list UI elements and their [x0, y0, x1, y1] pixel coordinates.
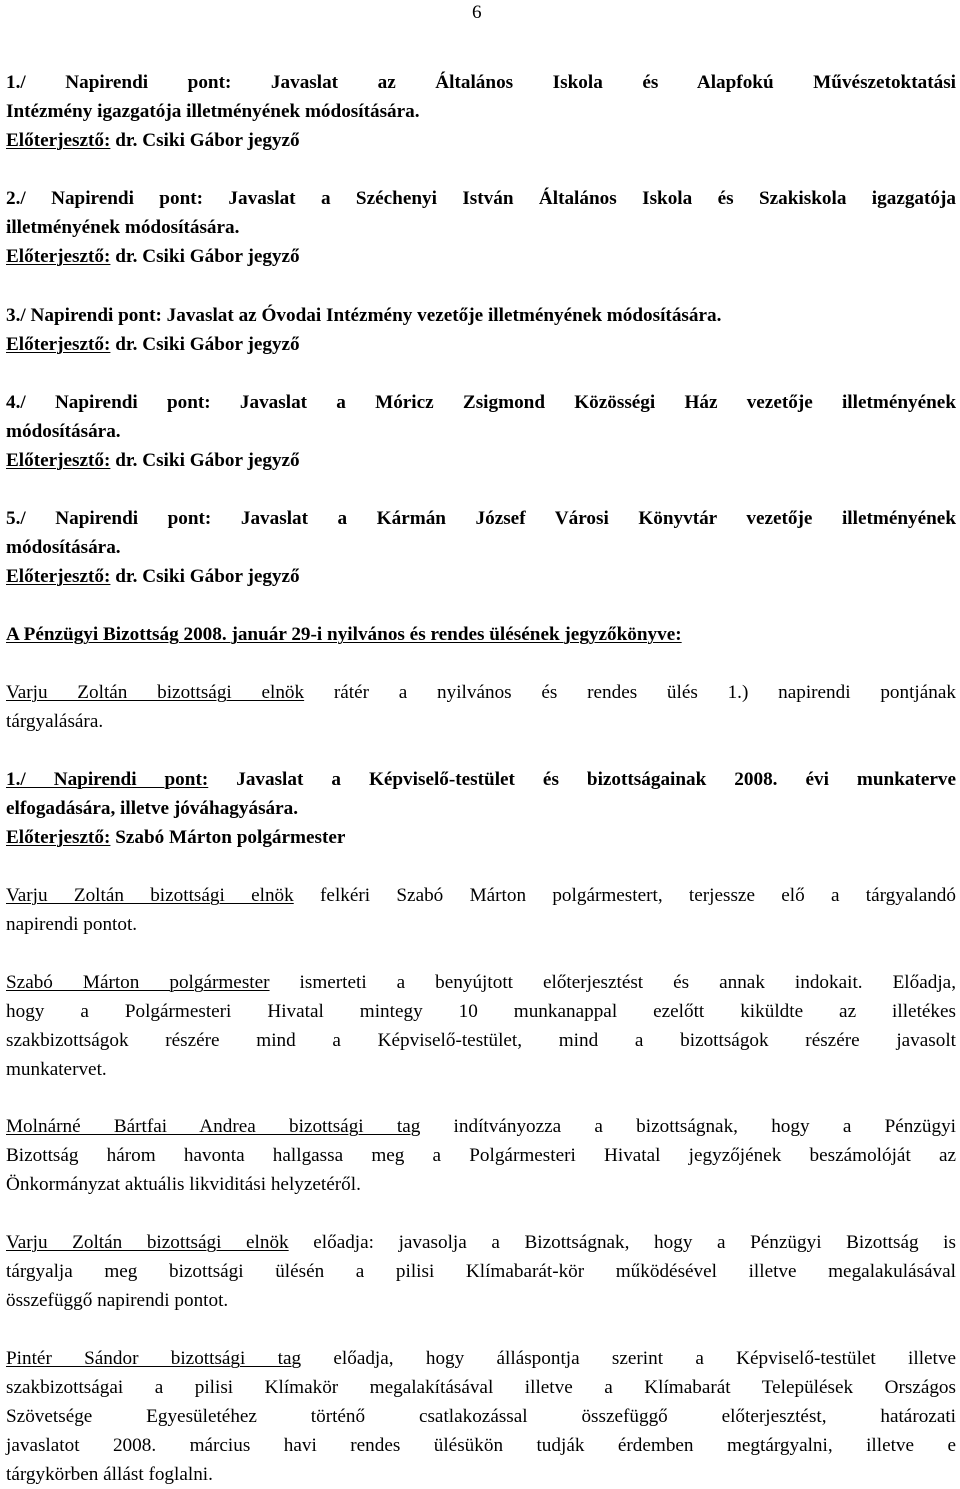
agenda-item-2: [6, 184, 956, 271]
agenda-item-4: [6, 388, 956, 475]
agenda-item-3: [6, 301, 956, 359]
paragraph-2-line4: munkatervet.: [6, 1059, 107, 1080]
discussion-paragraph-5: [6, 1344, 956, 1489]
agenda-item-5-presenter: [6, 562, 956, 591]
discussion-paragraph-2: [6, 968, 956, 1084]
paragraph-3-line1-text: indítványozza a bizottságnak, hogy a Pénzügyi: [420, 1116, 956, 1137]
paragraph-5-line1-text: előadja, hogy álláspontja szerint a Képviselő-testület illetve: [301, 1348, 956, 1369]
paragraph-1-line1: [6, 881, 956, 910]
presenter-name: Szabó Márton polgármester: [110, 827, 346, 848]
paragraph-4-line2: tárgyalja meg bizottsági ülésén a pilisi Klímabarát-kör működésével illetve megalakulásával: [6, 1261, 956, 1282]
item1-line2: elfogadására, illetve jóváhagyására.: [6, 798, 299, 819]
item1-line1-text: Javaslat a Képviselő-testület és bizottságainak 2008. évi munkaterve: [208, 769, 957, 790]
paragraph-4-line1-text: előadja: javasolja a Bizottságnak, hogy a Pénzügyi Bizottság is: [288, 1232, 956, 1253]
presenter-name: dr. Csiki Gábor jegyző: [110, 130, 300, 151]
agenda-item-1-title-line1: 1./ Napirendi pont: Javaslat az Általános Iskola és Alapfokú Művészetoktatási: [6, 72, 956, 93]
presenter-name: dr. Csiki Gábor jegyző: [110, 566, 300, 587]
item1-presenter: [6, 823, 956, 852]
speaker-name: Varju Zoltán bizottsági elnök: [6, 1232, 289, 1253]
paragraph-1-line1-text: felkéri Szabó Márton polgármestert, terjessze elő a tárgyalandó: [293, 885, 956, 906]
presenter-label: Előterjesztő:: [6, 450, 111, 471]
presenter-label: Előterjesztő:: [6, 566, 111, 587]
item1-header: [6, 765, 956, 852]
speaker-name: Szabó Márton polgármester: [6, 972, 270, 993]
committee-heading: A Pénzügyi Bizottság 2008. január 29-i nyilvános és rendes ülésének jegyzőkönyve:: [6, 624, 682, 645]
speaker-name: Pintér Sándor bizottsági tag: [6, 1348, 302, 1369]
agenda-item-2-presenter: [6, 242, 956, 271]
agenda-item-5: [6, 504, 956, 591]
paragraph-2-line3: szakbizottságok részére mind a Képviselő-testület, mind a bizottságok részére javasolt: [6, 1030, 956, 1051]
presenter-label: Előterjesztő:: [6, 246, 111, 267]
agenda-item-4-title-line1: 4./ Napirendi pont: Javaslat a Móricz Zsigmond Közösségi Ház vezetője illetményének: [6, 392, 956, 413]
paragraph-2-line1: [6, 968, 956, 997]
committee-heading-block: [6, 620, 956, 649]
paragraph-5-line1: [6, 1344, 956, 1373]
paragraph-5-line5: tárgykörben állást foglalni.: [6, 1464, 213, 1485]
paragraph-3-line3: Önkormányzat aktuális likviditási helyzetéről.: [6, 1174, 361, 1195]
agenda-item-1-presenter: [6, 126, 956, 155]
paragraph-5-line2: szakbizottságai a pilisi Klímakör megalakításával illetve a Klímabarát Települések Országos: [6, 1377, 956, 1398]
paragraph-5-line4: javaslatot 2008. március havi rendes ülésükön tudják érdemben megtárgyalni, illetve e: [6, 1435, 956, 1456]
opening-line2: tárgyalására.: [6, 711, 104, 732]
presenter-name: dr. Csiki Gábor jegyző: [110, 450, 300, 471]
presenter-label: Előterjesztő:: [6, 334, 111, 355]
speaker-name: Varju Zoltán bizottsági elnök: [6, 682, 305, 703]
item1-line1: [6, 765, 956, 794]
paragraph-4-line3: összefüggő napirendi pontot.: [6, 1290, 229, 1311]
paragraph-3-line2: Bizottság három havonta hallgassa meg a Polgármesteri Hivatal jegyzőjének beszámolóját az: [6, 1145, 956, 1166]
agenda-item-4-title-line2: módosítására.: [6, 421, 121, 442]
agenda-item-4-presenter: [6, 446, 956, 475]
paragraph-1-line2: napirendi pontot.: [6, 914, 138, 935]
opening-line1-text: rátér a nyilvános és rendes ülés 1.) napirendi pontjának: [304, 682, 956, 703]
speaker-name: Varju Zoltán bizottsági elnök: [6, 885, 294, 906]
opening-line1: [6, 678, 956, 707]
paragraph-2-line2: hogy a Polgármesteri Hivatal mintegy 10 munkanappal ezelőtt kiküldte az illetékes: [6, 1001, 956, 1022]
speaker-name: Molnárné Bártfai Andrea bizottsági tag: [6, 1116, 421, 1137]
agenda-item-3-title-line1: 3./ Napirendi pont: Javaslat az Óvodai Intézmény vezetője illetményének módosítására.: [6, 305, 722, 326]
presenter-name: dr. Csiki Gábor jegyző: [110, 334, 300, 355]
agenda-item-5-title-line2: módosítására.: [6, 537, 121, 558]
discussion-paragraph-3: [6, 1112, 956, 1199]
page-number: 6: [472, 2, 482, 23]
discussion-paragraph-1: [6, 881, 956, 939]
item1-label: 1./ Napirendi pont:: [6, 769, 209, 790]
paragraph-2-line1-text: ismerteti a benyújtott előterjesztést és annak indokait. Előadja,: [269, 972, 956, 993]
paragraph-4-line1: [6, 1228, 956, 1257]
presenter-name: dr. Csiki Gábor jegyző: [110, 246, 300, 267]
paragraph-3-line1: [6, 1112, 956, 1141]
discussion-paragraph-4: [6, 1228, 956, 1315]
paragraph-5-line3: Szövetsége Egyesületéhez történő csatlakozással összefüggő előterjesztést, határozati: [6, 1406, 956, 1427]
agenda-item-5-title-line1: 5./ Napirendi pont: Javaslat a Kármán József Városi Könyvtár vezetője illetményének: [6, 508, 956, 529]
agenda-item-1: [6, 68, 956, 155]
agenda-item-2-title-line1: 2./ Napirendi pont: Javaslat a Széchenyi István Általános Iskola és Szakiskola igazgatója: [6, 188, 956, 209]
presenter-label: Előterjesztő:: [6, 130, 111, 151]
agenda-item-1-title-line2: Intézmény igazgatója illetményének módosítására.: [6, 101, 420, 122]
agenda-item-3-presenter: [6, 330, 956, 359]
presenter-label: Előterjesztő:: [6, 827, 111, 848]
agenda-item-2-title-line2: illetményének módosítására.: [6, 217, 240, 238]
opening-paragraph: [6, 678, 956, 736]
